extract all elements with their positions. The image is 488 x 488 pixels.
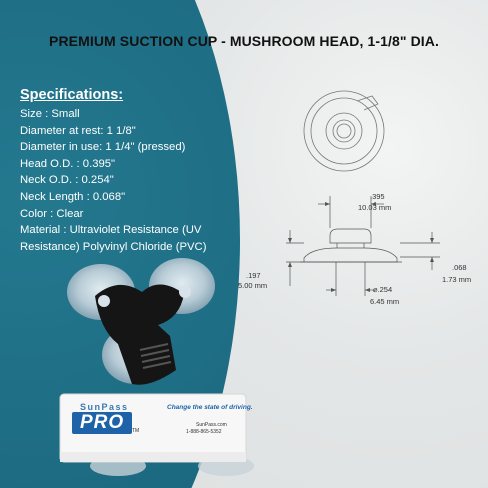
spec-item: Size : Small [20,108,80,120]
spec-item: Neck Length : 0.068" [20,190,126,203]
spec-item: Head O.D. : 0.395" [20,157,116,170]
neck-length-mm: 1.73 mm [442,275,472,284]
page-title: PREMIUM SUCTION CUP - MUSHROOM HEAD, 1-1/8" DIA. [49,33,439,49]
height-dim-in: .197 [246,271,261,280]
spec-item: Material : Ultraviolet Resistance (UV [20,224,202,237]
neck-od-mm: 6.45 mm [370,297,400,306]
specs-heading: Specifications: [20,87,124,103]
neck-length-in: .068 [452,263,467,272]
height-dim-mm: 5.00 mm [238,281,268,290]
head-dim-in: .395 [370,192,385,201]
spec-item: Color : Clear [20,207,84,220]
spec-item: Diameter at rest: 1 1/8" [20,124,136,137]
neck-od-in: ⌀.254 [373,285,393,294]
spec-item: Resistance) Polyvinyl Chloride (PVC) [20,240,207,253]
spec-item: Neck O.D. : 0.254" [20,174,114,187]
device-phone: 1-888-865-5352 [186,429,222,435]
spec-item: Diameter in use: 1 1/4" (pressed) [20,141,186,154]
device-trademark: TM [132,428,140,434]
device-site: SunPass.com [196,422,227,428]
device-brand-logo: PRO [72,412,132,434]
device-tagline: Change the state of driving. [167,404,253,411]
device-brand-top: SunPass [80,402,129,412]
head-dim-mm: 10.03 mm [358,203,392,212]
